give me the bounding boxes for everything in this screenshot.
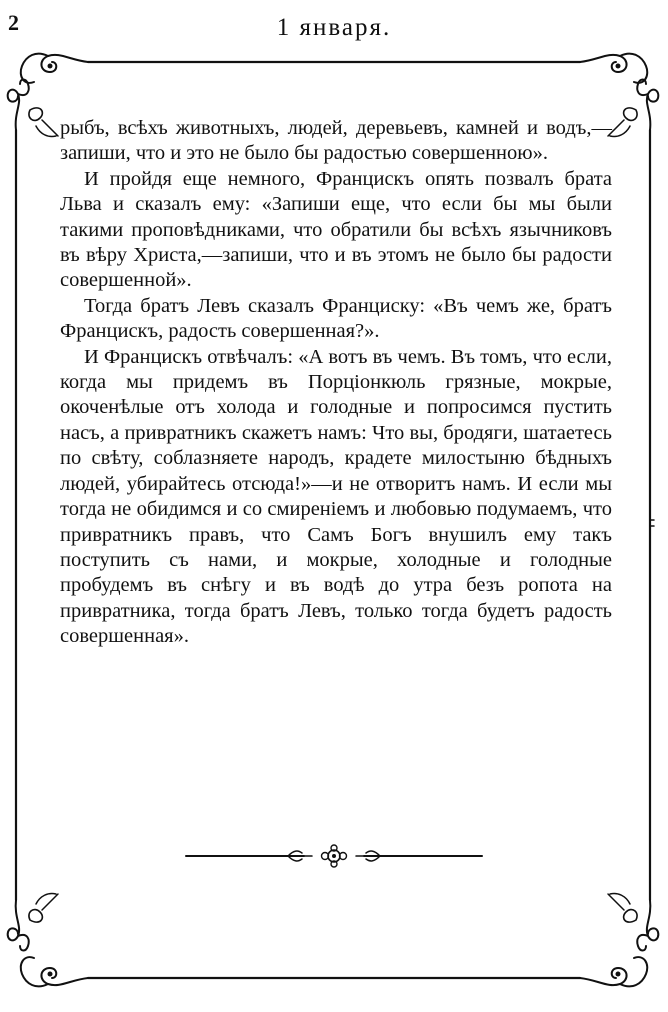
page-number: 2 — [8, 10, 19, 35]
paragraph: И Францискъ отвѣчалъ: «А вотъ въ чемъ. Въ томъ, что если, когда мы придемъ въ Порціонкюль грязные, мокрые, окоченѣлые отъ холода и голодные и попросимся пустить насъ, а привратникъ скажетъ намъ: Что вы, бродяги, шатаетесь по свѣту, соблазняете народъ, крадете милостыню бѣдныхъ людей, убирайтесь отсюда!»—и не отворитъ намъ. И если мы тогда не обидимся и со смиреніемъ и любовью подумаемъ, что привратникъ правъ, что Самъ Богъ внушилъ ему такъ поступить съ нами, и мокрые, холодные и голодные пробудемъ въ снѣгу и въ водѣ до утра безъ ропота на привратника, тогда братъ Левъ, только тогда будетъ радость совершенная». — [60, 345, 612, 648]
body-text — [60, 116, 612, 650]
paragraph: И пройдя еще немного, Францискъ опять позвалъ брата Льва и сказалъ ему: «Запиши еще, что если бы мы были такими проповѣдниками, что обратили бы всѣхъ язычниковъ въ вѣру Христа,—запиши, что и въ этомъ не было бы радости совершенной». — [60, 167, 612, 292]
running-title: 1 января. — [276, 14, 392, 41]
fleuron-divider-icon — [184, 844, 484, 868]
paragraph: рыбъ, всѣхъ животныхъ, людей, деревьевъ, камней и водъ,—запиши, что и это не было бы радостью совершенною». — [60, 117, 612, 165]
paragraph: Тогда братъ Левъ сказалъ Франциску: «Въ чемъ же, братъ Францискъ, радость совершенная?». — [60, 294, 612, 343]
